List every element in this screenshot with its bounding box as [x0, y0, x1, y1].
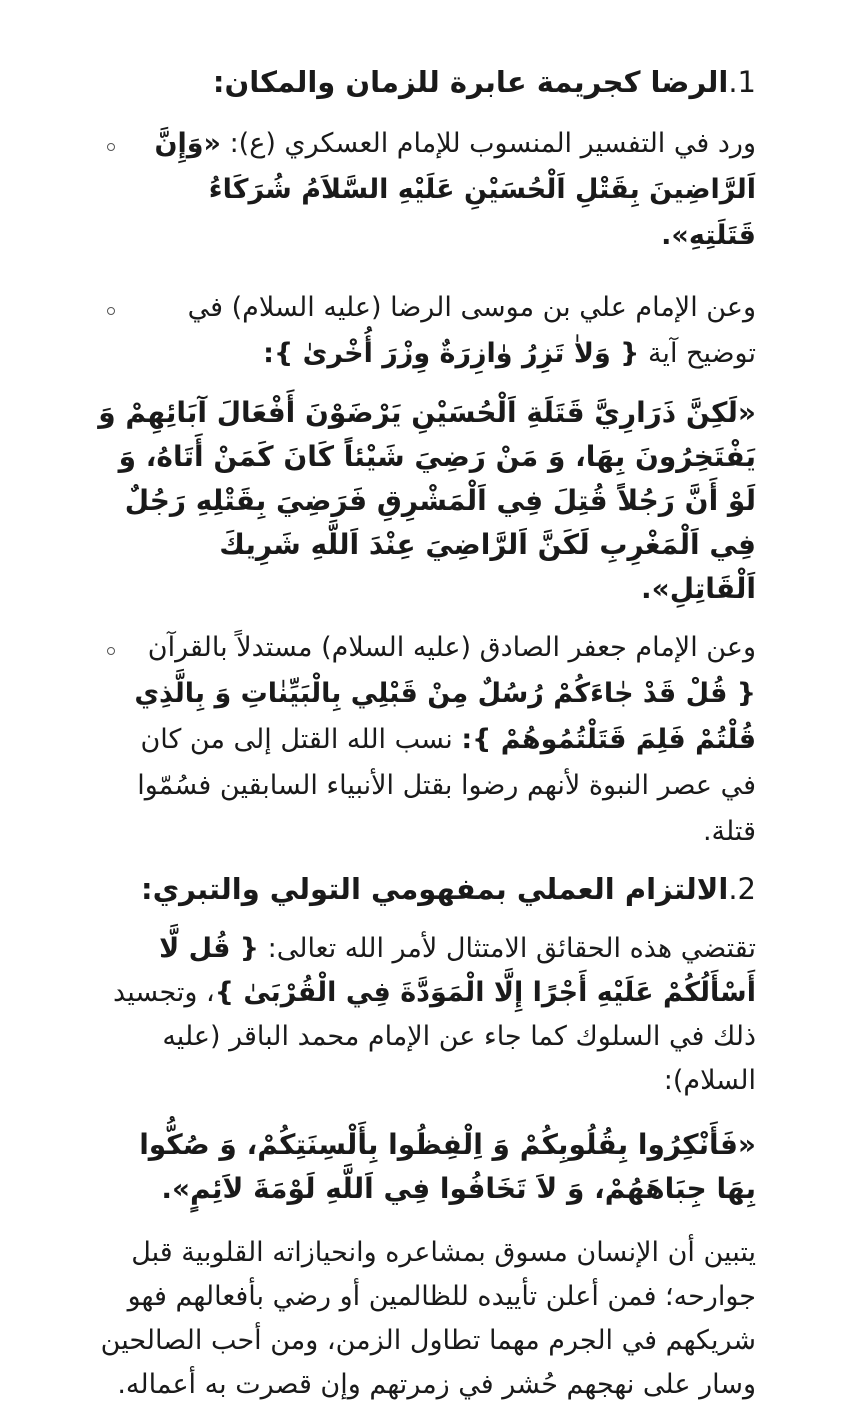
section-2-title: الالتزام العملي بمفهومي التولي والتبري: — [140, 871, 729, 906]
list-item-askari — [95, 121, 756, 259]
para1-rest: ، وتجسيد ذلك في السلوك كما جاء عن الإمام محمد الباقر (عليه السلام): — [113, 977, 756, 1097]
askari-quote: «وَإِنَّ اَلرَّاضِينَ بِقَتْلِ اَلْحُسَيْنِ عَلَيْهِ السَّلاَمُ شُرَكَاءُ قَتَلَتِهِ». — [154, 127, 756, 251]
sadiq-explanation: نسب الله القتل إلى من كان في عصر النبوة لأنهم رضوا بقتل الأنبياء السابقين فسُمّوا قتلة. — [137, 723, 756, 847]
section-1-number: 1. — [728, 65, 756, 99]
sadiq-verse: { قُلْ قَدْ جٰاءَكُمْ رُسُلٌ مِنْ قَبْلِي بِالْبَيِّنٰاتِ وَ بِالَّذِي قُلْتُمْ فَلِمَ قَتَلْتُمُوهُمْ }: — [134, 677, 756, 755]
baqir-hadith-quote: «فَأَنْكِرُوا بِقُلُوبِكُمْ وَ اِلْفِظُوا بِأَلْسِنَتِكُمْ، وَ صُكُّوا بِهَا جِبَاهَهُمْ، وَ لاَ تَخَافُوا فِي اَللَّهِ لَوْمَةَ لاَئِمٍ». — [139, 1128, 756, 1206]
section-2-number: 2. — [728, 871, 756, 906]
section-2-heading — [95, 869, 756, 910]
list-item-sadiq — [95, 625, 756, 855]
section-1-heading — [95, 62, 756, 103]
para1-verse: { قُل لَّا أَسْأَلُكُمْ عَلَيْهِ أَجْرًا إِلَّا الْمَوَدَّةَ فِي الْقُرْبَىٰ } — [159, 933, 756, 1009]
list-item-rida — [95, 285, 756, 377]
rida-intro: وعن الإمام علي بن موسى الرضا (عليه السلام) في توضيح آية — [187, 291, 756, 369]
rida-hadith-quote: «لَكِنَّ ذَرَارِيَّ قَتَلَةِ اَلْحُسَيْنِ يَرْضَوْنَ أَفْعَالَ آبَائِهِمْ وَ يَفْتَخِرُونَ بِهَا، وَ مَنْ رَضِيَ شَيْئاً كَانَ كَمَنْ أَتَاهُ، وَ لَوْ أَنَّ رَجُلاً قُتِلَ فِي اَلْمَشْرِقِ فَرَضِيَ بِقَتْلِهِ رَجُلٌ فِي اَلْمَغْرِبِ لَكَنَّ اَلرَّاضِيَ عِنْدَ اَللَّهِ شَرِيكَ اَلْقَاتِلِ». — [98, 395, 756, 605]
sadiq-intro: وعن الإمام جعفر الصادق (عليه السلام) مستدلاً بالقرآن — [147, 631, 756, 663]
section-2-paragraph-2: يتبين أن الإنسان مسوق بمشاعره وانحيازاته القلوبية قبل جوارحه؛ فمن أعلن تأييده للظالمين أو رضي بأفعالهم فهو شريكهم في الجرم مهما تطاول الزمن، ومن أحب الصالحين وسار على نهجهم حُشر في زمرتهم وإن قصرت به أعماله. — [100, 1237, 756, 1401]
section-1-title: الرضا كجريمة عابرة للزمان والمكان: — [212, 65, 729, 99]
section-2-paragraph-1 — [95, 927, 756, 1103]
askari-intro: ورد في التفسير المنسوب للإمام العسكري (ع): — [229, 127, 756, 159]
rida-verse: { وَلاٰ تَزِرُ وٰازِرَةٌ وِزْرَ أُخْرىٰ }: — [263, 337, 640, 369]
para1-intro: تقتضي هذه الحقائق الامتثال لأمر الله تعالى: — [267, 933, 756, 965]
